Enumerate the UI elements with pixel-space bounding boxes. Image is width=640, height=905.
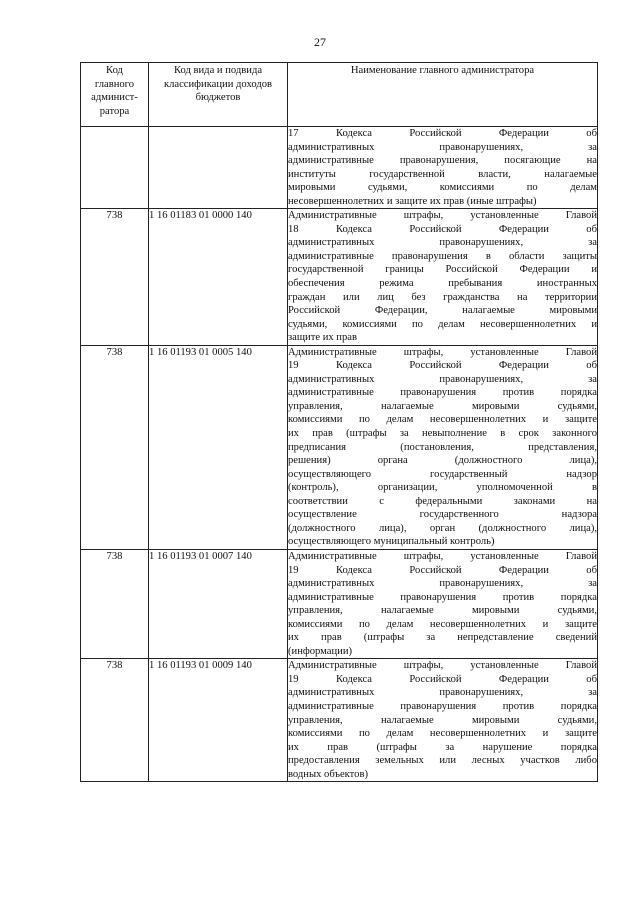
table-row (81, 659, 598, 782)
name-text-line: управления, налагаемые мировыми судьями, (288, 714, 597, 726)
name-text-line: Административные штрафы, установленные Главой (288, 550, 597, 562)
name-text-line: управления, налагаемые мировыми судьями, (288, 400, 597, 412)
name-text-line: административные правонарушения против порядка (288, 591, 597, 603)
name-text-line: административные правонарушения против порядка (288, 700, 597, 712)
name-text-line: комиссиями по делам несовершеннолетних и защите (288, 414, 597, 426)
classification-code-cell: 1 16 01193 01 0007 140 (149, 549, 288, 658)
name-text-line: осуществление государственного надзора (288, 509, 597, 521)
header-text: Код вида и подвида (173, 65, 263, 76)
header-text: ратора (99, 105, 130, 117)
header-text: Наименование главного администратора (350, 65, 535, 76)
name-text-line: (информации) (288, 645, 353, 657)
name-text-line: административных правонарушениях, за (288, 373, 597, 385)
classification-code-cell: 1 16 01183 01 0000 140 (149, 209, 288, 345)
budget-revenue-table (80, 62, 598, 782)
name-text-line: административных правонарушениях, за (288, 237, 597, 249)
name-text-line: водных объектов) (288, 768, 368, 780)
name-text-line: (контроль), организации, уполномоченной в (288, 482, 597, 494)
name-text-line: осуществляющего государственный надзор (288, 468, 597, 480)
name-text-line: административные правонарушения в области защиты (288, 250, 597, 262)
name-text-line: административных правонарушениях, за (288, 141, 597, 153)
header-text: главного (94, 78, 135, 90)
name-text-line: государственной границы Российской Федерации и (288, 264, 597, 276)
name-text-line: институты государственной власти, налагаемые (288, 168, 597, 180)
name-text-line: 18 Кодекса Российской Федерации об (288, 223, 597, 235)
name-text-line: защите их прав (288, 332, 357, 344)
name-text-line: (должностного лица), орган (должностного лица), (288, 522, 597, 534)
name-text-line: обеспечения режима пребывания иностранных (288, 278, 597, 290)
admin-code-cell: 738 (81, 209, 149, 345)
admin-code-cell (81, 127, 149, 209)
admin-name-cell (288, 345, 598, 549)
name-text-line: 19 Кодекса Российской Федерации об (288, 673, 597, 685)
name-text-line: соответствии с федеральными законами на (288, 495, 597, 507)
name-text-line: Административные штрафы, установленные Главой (288, 660, 597, 672)
name-text-line: комиссиями по делам несовершеннолетних и защите (288, 728, 597, 740)
table-row (81, 209, 598, 345)
header-class-code (149, 63, 288, 127)
name-text-line: предписания (постановления, представления, (288, 441, 597, 453)
name-text-line: осуществляющего муниципальный контроль) (288, 536, 495, 548)
name-text-line: комиссиями по делам несовершеннолетних и защите (288, 618, 597, 630)
header-admin-code (81, 63, 149, 127)
table-row (81, 549, 598, 658)
name-text-line: решения) органа (должностного лица), (288, 455, 597, 467)
classification-code-cell (149, 127, 288, 209)
table-row (81, 345, 598, 549)
header-text: админист- (91, 92, 138, 104)
table-body (81, 127, 598, 782)
classification-code-cell: 1 16 01193 01 0009 140 (149, 659, 288, 782)
header-text: Код (106, 65, 123, 76)
header-text: бюджетов (195, 92, 241, 104)
admin-code-cell: 738 (81, 549, 149, 658)
name-text-line: их прав (штрафы за невыполнение в срок законного (288, 428, 597, 440)
name-text-line: мировыми судьями, комиссиями по делам (288, 182, 597, 194)
name-text-line: Административные штрафы, установленные Главой (288, 346, 597, 358)
name-text-line: Административные штрафы, установленные Главой (288, 210, 597, 222)
name-text-line: их прав (штрафы за нарушение порядка (288, 741, 597, 753)
name-text-line: их прав (штрафы за непредставление сведений (288, 632, 597, 644)
name-text-line: административные правонарушения против порядка (288, 387, 597, 399)
name-text-line: предоставления земельных или лесных участков либо (288, 755, 597, 767)
name-text-line: 17 Кодекса Российской Федерации об (288, 128, 597, 139)
admin-code-cell: 738 (81, 659, 149, 782)
table-row (81, 127, 598, 209)
name-text-line: административных правонарушениях, за (288, 578, 597, 590)
name-text-line: граждан или лиц без гражданства на территории (288, 291, 597, 303)
classification-code-cell: 1 16 01193 01 0005 140 (149, 345, 288, 549)
name-text-line: 19 Кодекса Российской Федерации об (288, 360, 597, 372)
header-text: классификации доходов (163, 78, 273, 90)
name-text-line: судьями, комиссиями по делам несовершеннолетних и (288, 318, 597, 330)
name-text-line: Российской Федерации, налагаемые мировыми (288, 305, 597, 317)
name-text-line: административные правонарушения, посягающие на (288, 155, 597, 167)
name-text-line: управления, налагаемые мировыми судьями, (288, 605, 597, 617)
table-header-row (81, 63, 598, 127)
name-text-line: 19 Кодекса Российской Федерации об (288, 564, 597, 576)
name-text-line: административных правонарушениях, за (288, 687, 597, 699)
admin-name-cell (288, 127, 598, 209)
name-text-line: несовершеннолетних и защите их прав (иные штрафы) (288, 195, 537, 207)
admin-name-cell (288, 209, 598, 345)
admin-code-cell: 738 (81, 345, 149, 549)
admin-name-cell (288, 549, 598, 658)
page-number: 27 (314, 35, 326, 49)
header-admin-name (288, 63, 598, 127)
admin-name-cell (288, 659, 598, 782)
